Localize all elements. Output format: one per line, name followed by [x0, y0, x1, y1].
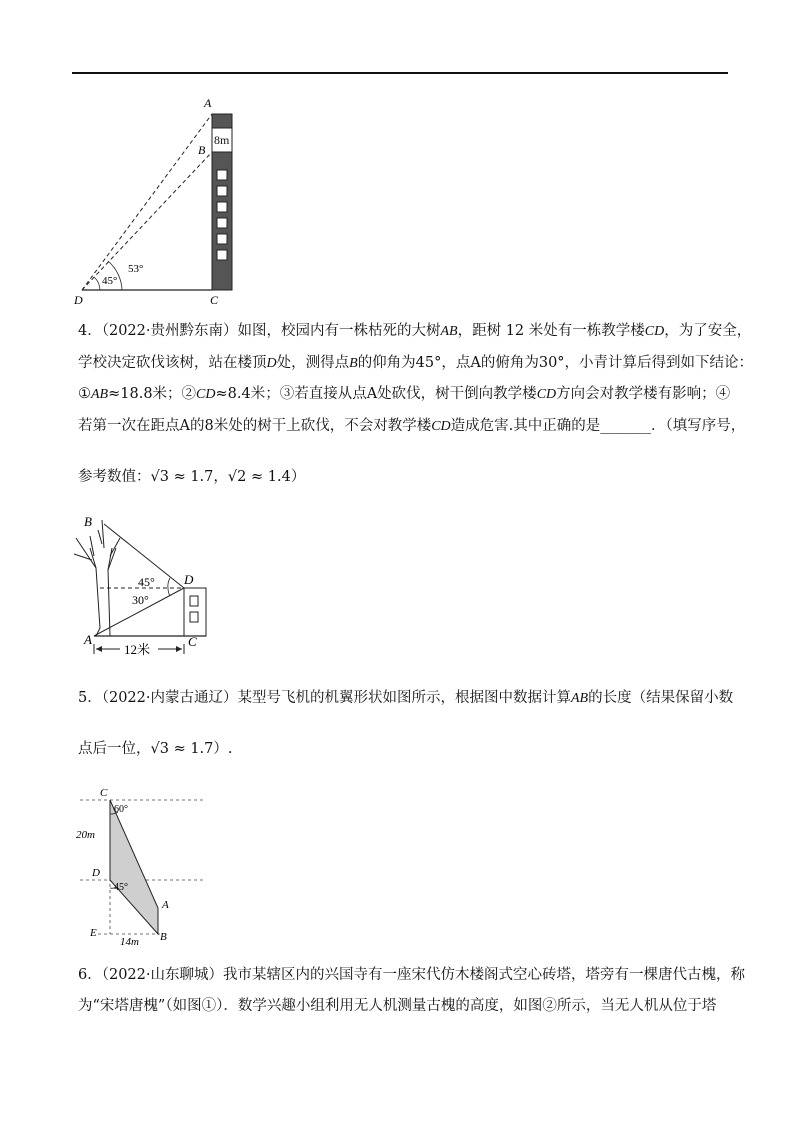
fig3-label-b: B: [160, 931, 167, 943]
fig1-label-d: D: [74, 293, 83, 307]
fig3-label-d: D: [92, 867, 100, 879]
fig3-length-20: 20m: [76, 829, 95, 841]
figure-tree-building: [70, 508, 220, 658]
q4-line-2: 学校决定砍伐该树，站在楼顶D处，测得点B的仰角为45°，点A的俯角为30°，小青计算后得到如下结论：: [78, 355, 754, 371]
fig2-label-b: B: [84, 514, 92, 529]
fig3-label-c: C: [100, 787, 108, 799]
fig1-label-a: A: [204, 96, 212, 110]
fig2-label-d: D: [184, 572, 194, 587]
q5-line-2: 点后一位，√3 ≈ 1.7）.: [78, 741, 233, 757]
fig3-label-a: A: [162, 899, 169, 911]
fig3-length-14: 14m: [120, 936, 139, 948]
fig1-label-b: B: [198, 143, 206, 157]
figure-wing-shape: [70, 782, 210, 952]
fig2-angle-30: 30°: [132, 593, 149, 607]
figure-building-elevation: [70, 92, 250, 307]
fig2-label-c: C: [188, 634, 197, 649]
header-rule: [72, 72, 728, 74]
fig3-angle-60: 60°: [114, 804, 128, 815]
fig1-angle-45: 45°: [102, 275, 118, 287]
fig1-height-label: 8m: [214, 133, 230, 147]
q4-line-4: 若第一次在距点A的8米处的树干上砍伐，不会对教学楼CD造成危害.其中正确的是_______．（填写序号，: [78, 418, 746, 434]
q6-line-2: 为“宋塔唐槐”（如图①）．数学兴趣小组利用无人机测量古槐的高度，如图②所示，当无人机从位于塔: [78, 998, 717, 1014]
fig3-angle-45: 45°: [114, 882, 128, 893]
fig2-label-a: A: [84, 632, 92, 647]
fig3-label-e: E: [90, 927, 97, 939]
fig2-distance: 12米: [124, 642, 151, 657]
q4-line-5: 参考数值：√3 ≈ 1.7，√2 ≈ 1.4）: [78, 469, 306, 485]
q6-line-1: 6．（2022·山东聊城）我市某辖区内的兴国寺有一座宋代仿木楼阁式空心砖塔，塔旁有一棵唐代古槐，称: [78, 967, 745, 983]
fig1-label-c: C: [210, 293, 219, 307]
q5-line-1: 5．（2022·内蒙古通辽）某型号飞机的机翼形状如图所示，根据图中数据计算AB的长度（结果保留小数: [78, 690, 734, 706]
q4-line-3: ①AB≈18.8米；②CD≈8.4米；③若直接从点A处砍伐，树干倒向教学楼CD方向会对教学楼有影响；④: [78, 386, 731, 402]
fig2-angle-45: 45°: [138, 575, 155, 589]
fig1-angle-53: 53°: [128, 263, 144, 275]
q4-line-1: 4．（2022·贵州黔东南）如图，校园内有一株枯死的大树AB，距树 12 米处有一栋教学楼CD，为了安全，: [78, 323, 752, 339]
